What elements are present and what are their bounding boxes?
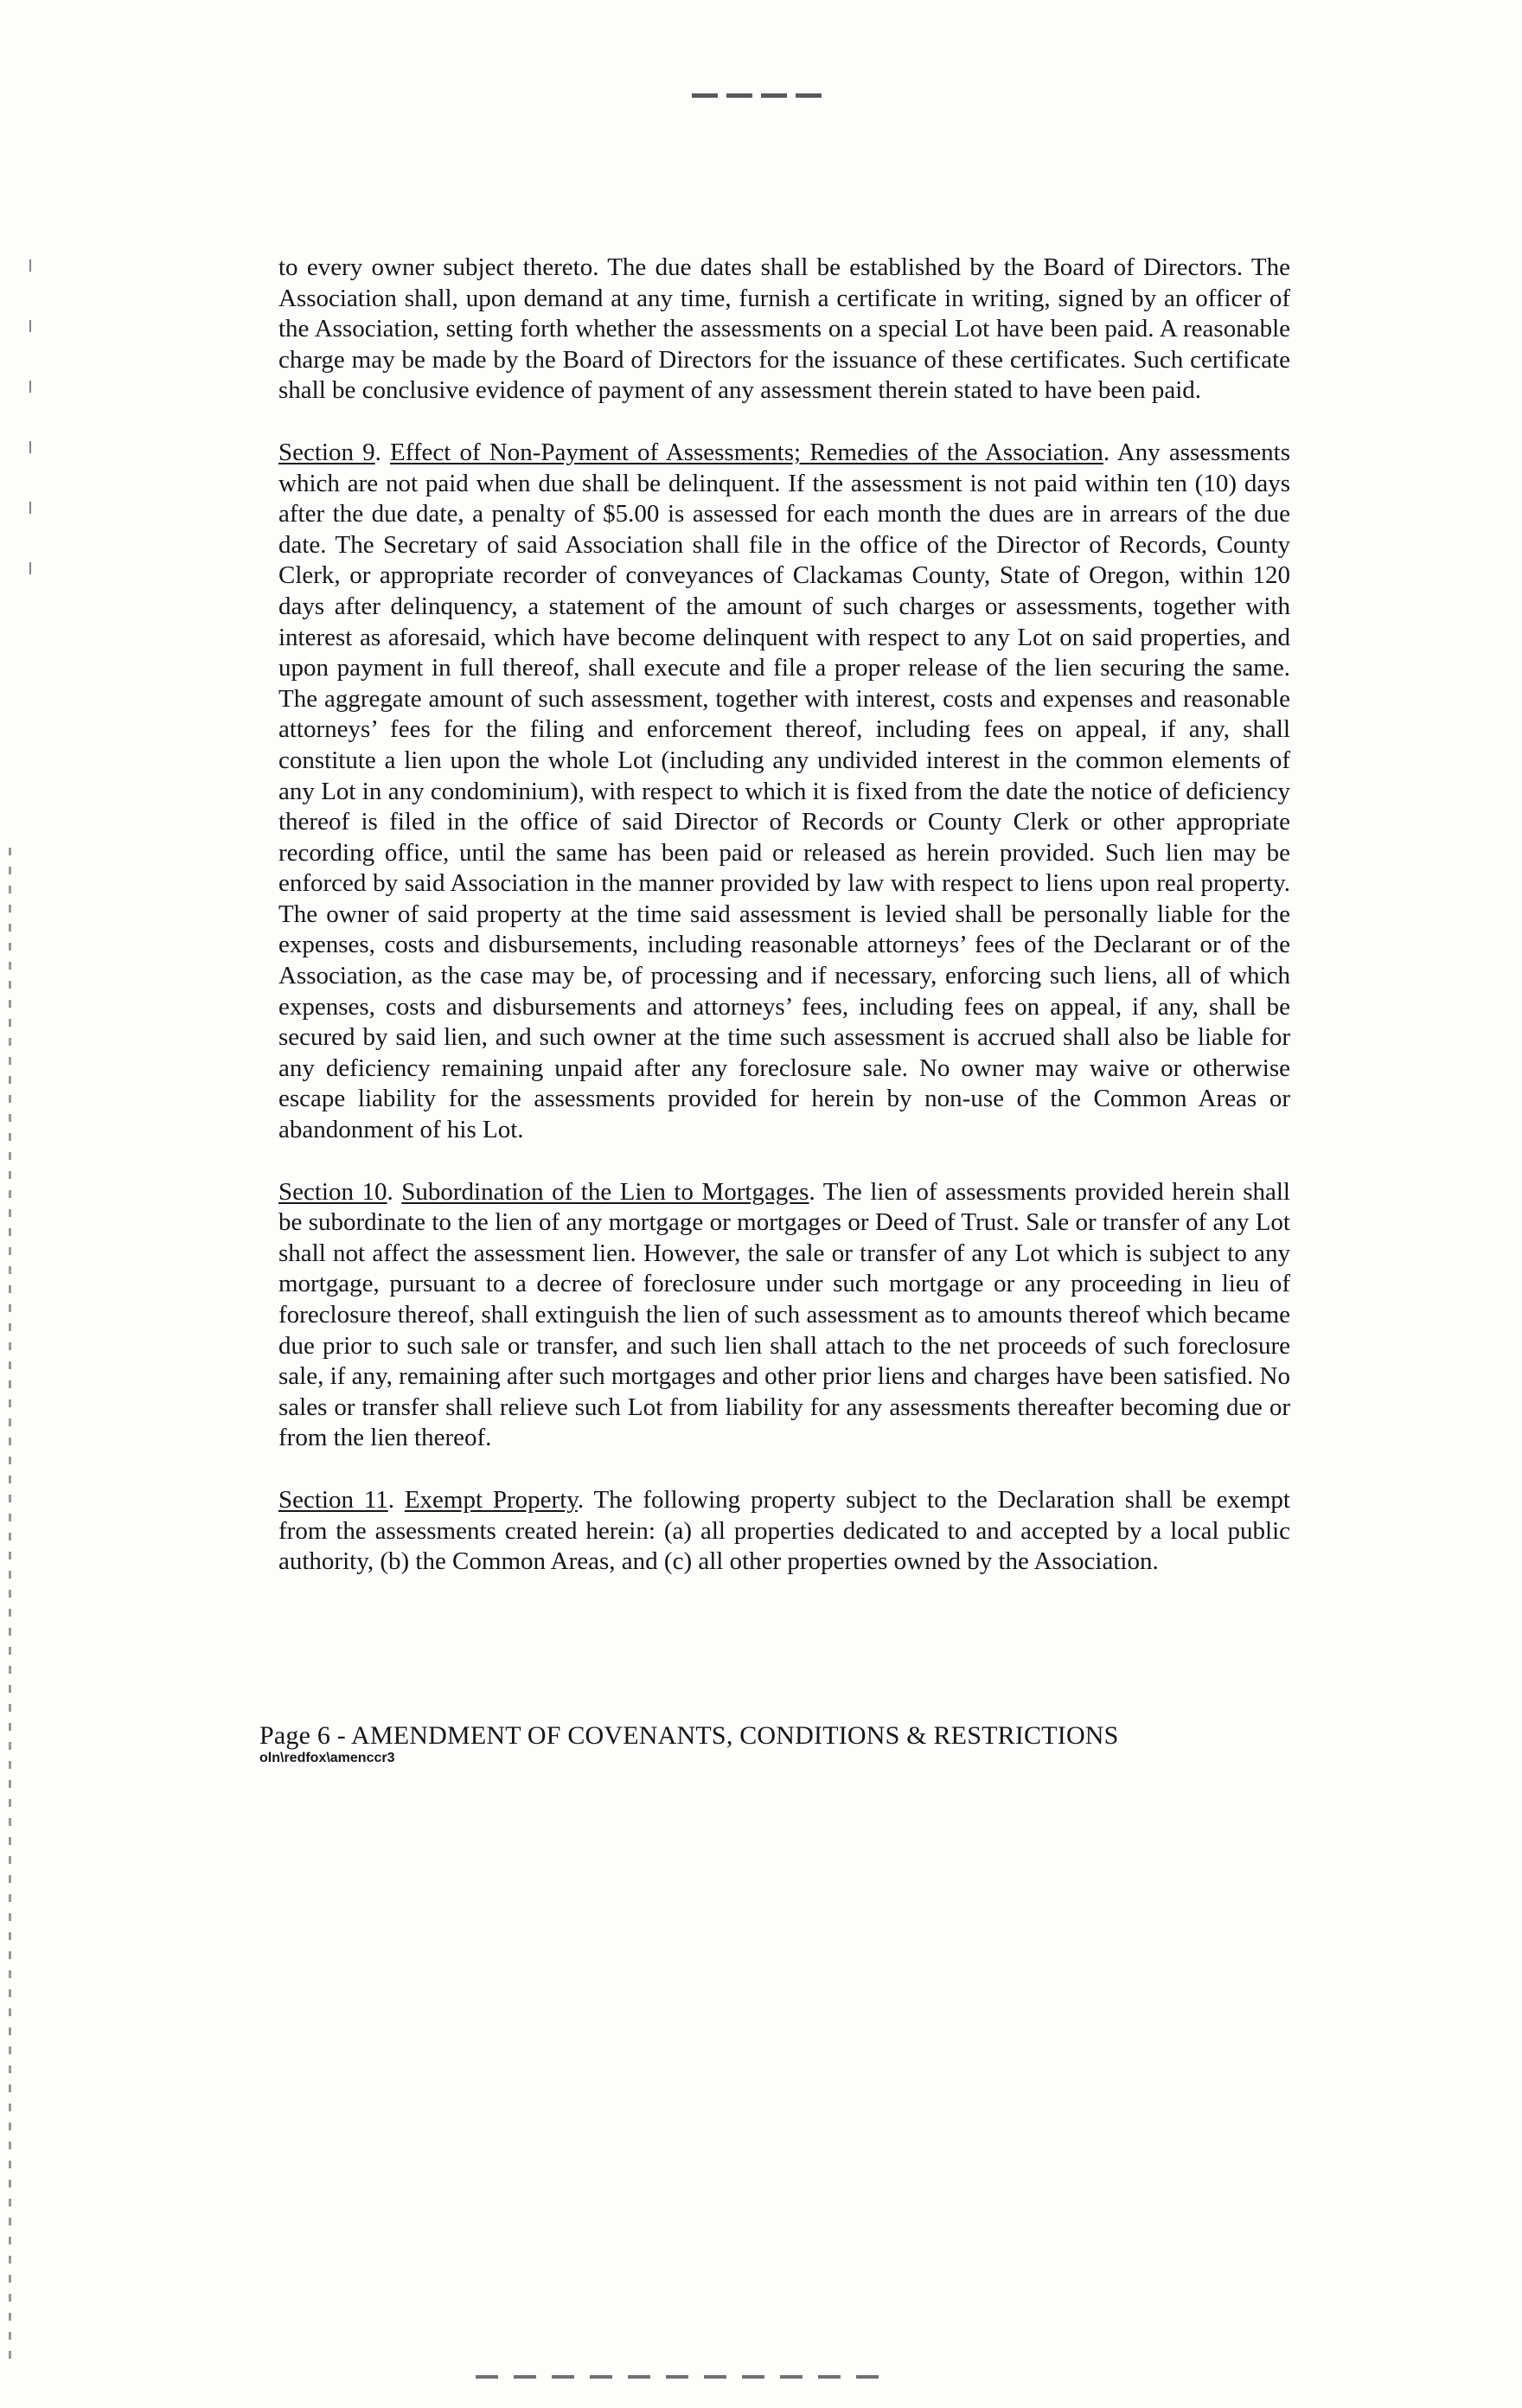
section-10: Section 10. Subordination of the Lien to Mortgages. The lien of assessments provided herein shall be subordinate to the lien of any mortgage or mortgages or Deed of Trust. Sale or transfer of any Lot shall not affect the assessment lien. However, the sale or transfer of any Lot which is subject to any mortgage, pursuant to a decree of foreclosure under such mortgage or any proceeding in lieu of foreclosure thereof, shall extinguish the lien of such assessment as to amounts thereof which became due prior to such sale or transfer, and such lien shall attach to the net proceeds of such foreclosure sale, if any, remaining after such mortgages and other prior liens and charges have been satisfied. No sales or transfer shall relieve such Lot from liability for any assessments thereafter becoming due or from the lien thereof. xyxy=(278,1177,1290,1452)
section-10-title: Subordination of the Lien to Mortgages xyxy=(401,1177,809,1206)
document-body xyxy=(278,253,1290,1609)
section-9-body: Any assessments which are not paid when due shall be delinquent. If the assessment is not paid within ten (10) days after the due date, a penalty of $5.00 is assessed for each month the dues are in arrears of the due date. The Secretary of said Association shall file in the office of the Director of Records, County Clerk, or appropriate recorder of conveyances of Clackamas County, State of Oregon, within 120 days after delinquency, a statement of the amount of such charges or assessments, together with interest as aforesaid, which have become delinquent with respect to any Lot on said properties, and upon payment in full thereof, shall execute and file a proper release of the lien securing the same. The aggregate amount of such assessment, together with interest, costs and expenses and reasonable attorneys’ fees for the filing and enforcement thereof, including fees on appeal, if any, shall constitute a lien upon the whole Lot (including any undivided interest in the common elements of any Lot in any condominium), with respect to which it is fixed from the date the notice of deficiency thereof is filed in the office of said Director of Records or County Clerk or other appropriate recording office, until the same has been paid or released as herein provided. Such lien may be enforced by said Association in the manner provided by law with respect to liens upon real property. The owner of said property at the time said assessment is levied shall be personally liable for the expenses, costs and disbursements, including reasonable attorneys’ fees of the Declarant or of the Association, as the case may be, of processing and if necessary, enforcing such liens, all of which expenses, costs and disbursements and attorneys’ fees, including fees on appeal, if any, shall be secured by said lien, and such owner at the time such assessment is accrued shall also be liable for any deficiency remaining unpaid after any foreclosure sale. No owner may waive or otherwise escape liability for the assessments provided for herein by non-use of the Common Areas or abandonment of his Lot. xyxy=(278,438,1290,1144)
footer-title: Page 6 - AMENDMENT OF COVENANTS, CONDITIONS & RESTRICTIONS xyxy=(259,1721,1119,1750)
scan-artifact-bottom xyxy=(476,2375,882,2379)
section-10-body: The lien of assessments provided herein shall be subordinate to the lien of any mortgage or mortgages or Deed of Trust. Sale or transfer of any Lot shall not affect the assessment lien. However, the sale or transfer of any Lot which is subject to any mortgage, pursuant to a decree of foreclosure under such mortgage or any proceeding in lieu of foreclosure thereof, shall extinguish the lien of such assessment as to amounts thereof which became due prior to such sale or transfer, and such lien shall attach to the net proceeds of such foreclosure sale, if any, remaining after such mortgages and other prior liens and charges have been satisfied. No sales or transfer shall relieve such Lot from liability for any assessments thereafter becoming due or from the lien thereof. xyxy=(278,1177,1290,1452)
section-11-number: Section 11 xyxy=(278,1485,388,1514)
scan-artifact-left xyxy=(9,848,11,2370)
section-9-number: Section 9 xyxy=(278,438,375,466)
footer-file-path: oln\redfox\amenccr3 xyxy=(259,1751,395,1765)
section-11: Section 11. Exempt Property. The following property subject to the Declaration shall be exempt from the assessments created herein: (a) all properties dedicated to and accepted by a local public authority, (b) the Common Areas, and (c) all other properties owned by the Association. xyxy=(278,1485,1290,1576)
section-9-title: Effect of Non-Payment of Assessments; Remedies of the Association xyxy=(390,438,1103,466)
section-9: Section 9. Effect of Non-Payment of Assessments; Remedies of the Association. Any assessments which are not paid when due shall be delinquent. If the assessment is not paid within ten (10) days after the due date, a penalty of $5.00 is assessed for each month the dues are in arrears of the due date. The Secretary of said Association shall file in the office of the Director of Records, County Clerk, or appropriate recorder of conveyances of Clackamas County, State of Oregon, within 120 days after delinquency, a statement of the amount of such charges or assessments, together with interest as aforesaid, which have become delinquent with respect to any Lot on said properties, and upon payment in full thereof, shall execute and file a proper release of the lien securing the same. The aggregate amount of such assessment, together with interest, costs and expenses and reasonable attorneys’ fees for the filing and enforcement thereof, including fees on appeal, if any, shall constitute a lien upon the whole Lot (including any undivided interest in the common elements of any Lot in any condominium), with respect to which it is fixed from the date the notice of deficiency thereof is filed in the office of said Director of Records or County Clerk or other appropriate recording office, until the same has been paid or released as herein provided. Such lien may be enforced by said Association in the manner provided by law with respect to liens upon real property. The owner of said property at the time said assessment is levied shall be personally liable for the expenses, costs and disbursements, including reasonable attorneys’ fees of the Declarant or of the Association, as the case may be, of processing and if necessary, enforcing such liens, all of which expenses, costs and disbursements and attorneys’ fees, including fees on appeal, if any, shall be secured by said lien, and such owner at the time such assessment is accrued shall also be liable for any deficiency remaining unpaid after any foreclosure sale. No owner may waive or otherwise escape liability for the assessments provided for herein by non-use of the Common Areas or abandonment of his Lot. xyxy=(278,438,1290,1144)
section-11-title: Exempt Property xyxy=(404,1485,578,1514)
scan-artifact-top xyxy=(692,93,830,98)
scan-artifact-left-upper xyxy=(29,259,31,623)
page-footer xyxy=(259,1721,1297,1766)
intro-paragraph: to every owner subject thereto. The due dates shall be established by the Board of Directors. The Association shall, upon demand at any time, furnish a certificate in writing, signed by an officer of the Association, setting forth whether the assessments on a special Lot have been paid. A reasonable charge may be made by the Board of Directors for the issuance of these certificates. Such certificate shall be conclusive evidence of payment of any assessment therein stated to have been paid. xyxy=(278,253,1290,405)
section-10-number: Section 10 xyxy=(278,1177,387,1206)
section-11-body: The following property subject to the Declaration shall be exempt from the assessments created herein: (a) all properties dedicated to and accepted by a local public authority, (b) the Common Areas, and (c) all other properties owned by the Association. xyxy=(278,1485,1290,1576)
